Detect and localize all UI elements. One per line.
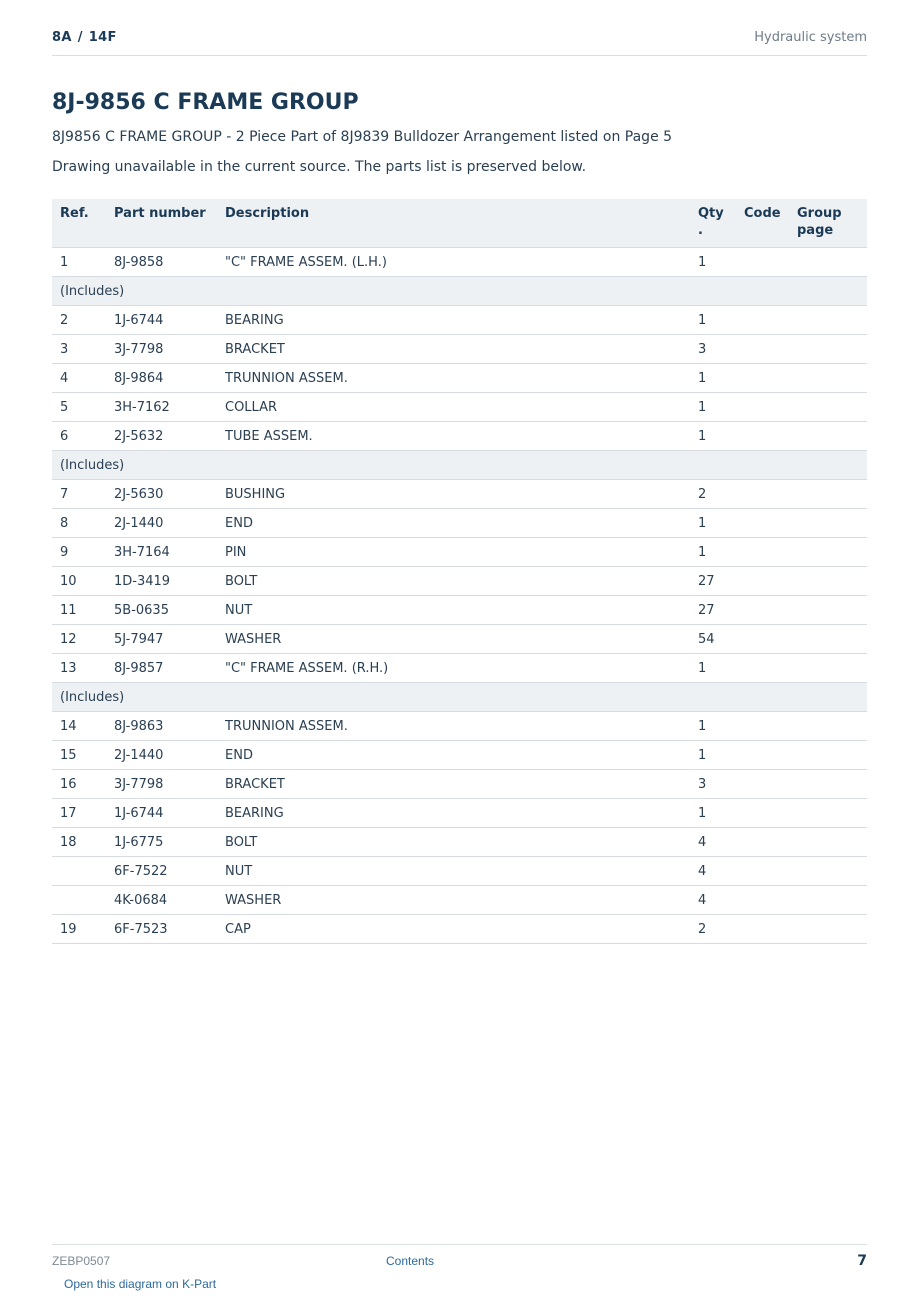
cell-qty: 1 [690, 741, 736, 770]
cell-description: TRUNNION ASSEM. [217, 364, 690, 393]
cell-part-number: 1J-6775 [106, 828, 217, 857]
cell-group-page [789, 422, 867, 451]
cell-description: "C" FRAME ASSEM. (R.H.) [217, 654, 690, 683]
cell-group-page [789, 248, 867, 277]
cell-part-number: 2J-1440 [106, 741, 217, 770]
parts-table-body [52, 248, 867, 944]
table-row [52, 567, 867, 596]
cell-qty: 4 [690, 828, 736, 857]
cell-qty: 1 [690, 248, 736, 277]
cell-group-page [789, 538, 867, 567]
open-diagram-link[interactable]: Open this diagram on K-Part [64, 1277, 217, 1291]
cell-code [736, 335, 789, 364]
cell-part-number: 3H-7164 [106, 538, 217, 567]
cell-part-number: 3H-7162 [106, 393, 217, 422]
cell-part-number: 3J-7798 [106, 335, 217, 364]
includes-row [52, 277, 867, 306]
cell-code [736, 654, 789, 683]
cell-code [736, 306, 789, 335]
table-row [52, 538, 867, 567]
breadcrumb-separator: / [77, 30, 83, 45]
cell-code [736, 509, 789, 538]
cell-description: PIN [217, 538, 690, 567]
cell-group-page [789, 393, 867, 422]
cell-code [736, 828, 789, 857]
header-group-page: Group page [789, 199, 867, 248]
page-subtitle: 8J9856 C FRAME GROUP - 2 Piece Part of 8J9839 Bulldozer Arrangement listed on Page 5 [52, 129, 673, 145]
cell-code [736, 480, 789, 509]
cell-qty: 54 [690, 625, 736, 654]
cell-group-page [789, 799, 867, 828]
contents-link[interactable]: Contents [386, 1254, 435, 1268]
cell-part-number: 8J-9858 [106, 248, 217, 277]
cell-group-page [789, 654, 867, 683]
cell-group-page [789, 741, 867, 770]
cell-ref: 8 [52, 509, 106, 538]
cell-qty: 27 [690, 567, 736, 596]
cell-qty: 1 [690, 306, 736, 335]
cell-code [736, 857, 789, 886]
cell-part-number: 8J-9864 [106, 364, 217, 393]
cell-group-page [789, 857, 867, 886]
table-row [52, 712, 867, 741]
cell-ref: 4 [52, 364, 106, 393]
cell-code [736, 248, 789, 277]
cell-ref: 13 [52, 654, 106, 683]
table-row [52, 886, 867, 915]
cell-qty: 1 [690, 538, 736, 567]
cell-description: BUSHING [217, 480, 690, 509]
cell-description: NUT [217, 596, 690, 625]
cell-code [736, 741, 789, 770]
cell-part-number: 1J-6744 [106, 799, 217, 828]
cell-code [736, 625, 789, 654]
cell-description: BRACKET [217, 770, 690, 799]
cell-description: END [217, 741, 690, 770]
table-row [52, 248, 867, 277]
cell-description: BEARING [217, 306, 690, 335]
document-page [52, 0, 867, 1300]
cell-description: WASHER [217, 886, 690, 915]
cell-group-page [789, 364, 867, 393]
cell-code [736, 422, 789, 451]
category-label: Hydraulic system [754, 30, 867, 45]
table-row [52, 306, 867, 335]
cell-ref: 17 [52, 799, 106, 828]
table-row [52, 654, 867, 683]
cell-part-number: 2J-5630 [106, 480, 217, 509]
cell-code [736, 393, 789, 422]
section-code-a: 8A [52, 30, 72, 45]
cell-description: WASHER [217, 625, 690, 654]
document-code: ZEBP0507 [52, 1254, 111, 1268]
table-row [52, 915, 867, 944]
section-breadcrumb [52, 30, 117, 45]
table-row [52, 422, 867, 451]
cell-qty: 1 [690, 364, 736, 393]
header-part-number: Part number [106, 199, 217, 248]
includes-row [52, 683, 867, 712]
cell-part-number: 8J-9863 [106, 712, 217, 741]
cell-ref: 3 [52, 335, 106, 364]
cell-description: COLLAR [217, 393, 690, 422]
cell-code [736, 915, 789, 944]
cell-group-page [789, 770, 867, 799]
cell-code [736, 799, 789, 828]
cell-part-number: 2J-1440 [106, 509, 217, 538]
cell-code [736, 712, 789, 741]
cell-ref: 10 [52, 567, 106, 596]
cell-part-number: 6F-7522 [106, 857, 217, 886]
table-row [52, 770, 867, 799]
cell-part-number: 5B-0635 [106, 596, 217, 625]
cell-description: BOLT [217, 567, 690, 596]
table-row [52, 480, 867, 509]
cell-code [736, 538, 789, 567]
cell-group-page [789, 306, 867, 335]
cell-code [736, 596, 789, 625]
cell-qty: 2 [690, 480, 736, 509]
cell-description: BOLT [217, 828, 690, 857]
table-row [52, 393, 867, 422]
cell-qty: 27 [690, 596, 736, 625]
cell-part-number: 5J-7947 [106, 625, 217, 654]
includes-label: (Includes) [52, 277, 867, 306]
includes-row [52, 451, 867, 480]
cell-qty: 1 [690, 799, 736, 828]
cell-group-page [789, 886, 867, 915]
cell-group-page [789, 596, 867, 625]
table-row [52, 625, 867, 654]
cell-ref: 12 [52, 625, 106, 654]
cell-part-number: 1D-3419 [106, 567, 217, 596]
page-header [52, 28, 867, 56]
cell-code [736, 886, 789, 915]
cell-qty: 1 [690, 393, 736, 422]
table-row [52, 799, 867, 828]
cell-ref: 7 [52, 480, 106, 509]
cell-ref [52, 886, 106, 915]
cell-description: BEARING [217, 799, 690, 828]
table-header-row [52, 199, 867, 248]
cell-group-page [789, 712, 867, 741]
cell-qty: 2 [690, 915, 736, 944]
cell-description: BRACKET [217, 335, 690, 364]
cell-qty: 4 [690, 886, 736, 915]
cell-group-page [789, 625, 867, 654]
cell-group-page [789, 480, 867, 509]
cell-ref: 16 [52, 770, 106, 799]
cell-group-page [789, 509, 867, 538]
cell-part-number: 2J-5632 [106, 422, 217, 451]
drawing-note: Drawing unavailable in the current source. The parts list is preserved below. [52, 159, 587, 175]
cell-group-page [789, 567, 867, 596]
cell-group-page [789, 915, 867, 944]
page-footer [52, 1244, 867, 1301]
cell-description: TUBE ASSEM. [217, 422, 690, 451]
includes-label: (Includes) [52, 683, 867, 712]
cell-code [736, 770, 789, 799]
cell-part-number: 1J-6744 [106, 306, 217, 335]
cell-ref [52, 857, 106, 886]
cell-part-number: 4K-0684 [106, 886, 217, 915]
cell-qty: 3 [690, 770, 736, 799]
cell-group-page [789, 828, 867, 857]
cell-ref: 2 [52, 306, 106, 335]
cell-ref: 19 [52, 915, 106, 944]
header-code: Code [736, 199, 789, 248]
cell-ref: 5 [52, 393, 106, 422]
table-row [52, 335, 867, 364]
cell-part-number: 3J-7798 [106, 770, 217, 799]
page-title: 8J-9856 C FRAME GROUP [52, 90, 359, 115]
cell-qty: 1 [690, 422, 736, 451]
cell-code [736, 567, 789, 596]
cell-qty: 3 [690, 335, 736, 364]
table-row [52, 741, 867, 770]
table-row [52, 828, 867, 857]
section-code-b: 14F [88, 30, 117, 45]
table-row [52, 364, 867, 393]
cell-qty: 4 [690, 857, 736, 886]
cell-ref: 9 [52, 538, 106, 567]
header-description: Description [217, 199, 690, 248]
cell-qty: 1 [690, 509, 736, 538]
cell-part-number: 8J-9857 [106, 654, 217, 683]
table-row [52, 857, 867, 886]
cell-ref: 14 [52, 712, 106, 741]
cell-part-number: 6F-7523 [106, 915, 217, 944]
cell-ref: 6 [52, 422, 106, 451]
cell-group-page [789, 335, 867, 364]
header-qty: Qty . [690, 199, 736, 248]
cell-ref: 11 [52, 596, 106, 625]
cell-description: NUT [217, 857, 690, 886]
header-ref: Ref. [52, 199, 106, 248]
parts-table [52, 199, 867, 944]
cell-ref: 1 [52, 248, 106, 277]
table-row [52, 596, 867, 625]
cell-qty: 1 [690, 654, 736, 683]
cell-description: CAP [217, 915, 690, 944]
cell-ref: 18 [52, 828, 106, 857]
table-row [52, 509, 867, 538]
cell-qty: 1 [690, 712, 736, 741]
includes-label: (Includes) [52, 451, 867, 480]
page-number: 7 [857, 1253, 867, 1269]
cell-code [736, 364, 789, 393]
cell-description: "C" FRAME ASSEM. (L.H.) [217, 248, 690, 277]
cell-ref: 15 [52, 741, 106, 770]
cell-description: TRUNNION ASSEM. [217, 712, 690, 741]
cell-description: END [217, 509, 690, 538]
